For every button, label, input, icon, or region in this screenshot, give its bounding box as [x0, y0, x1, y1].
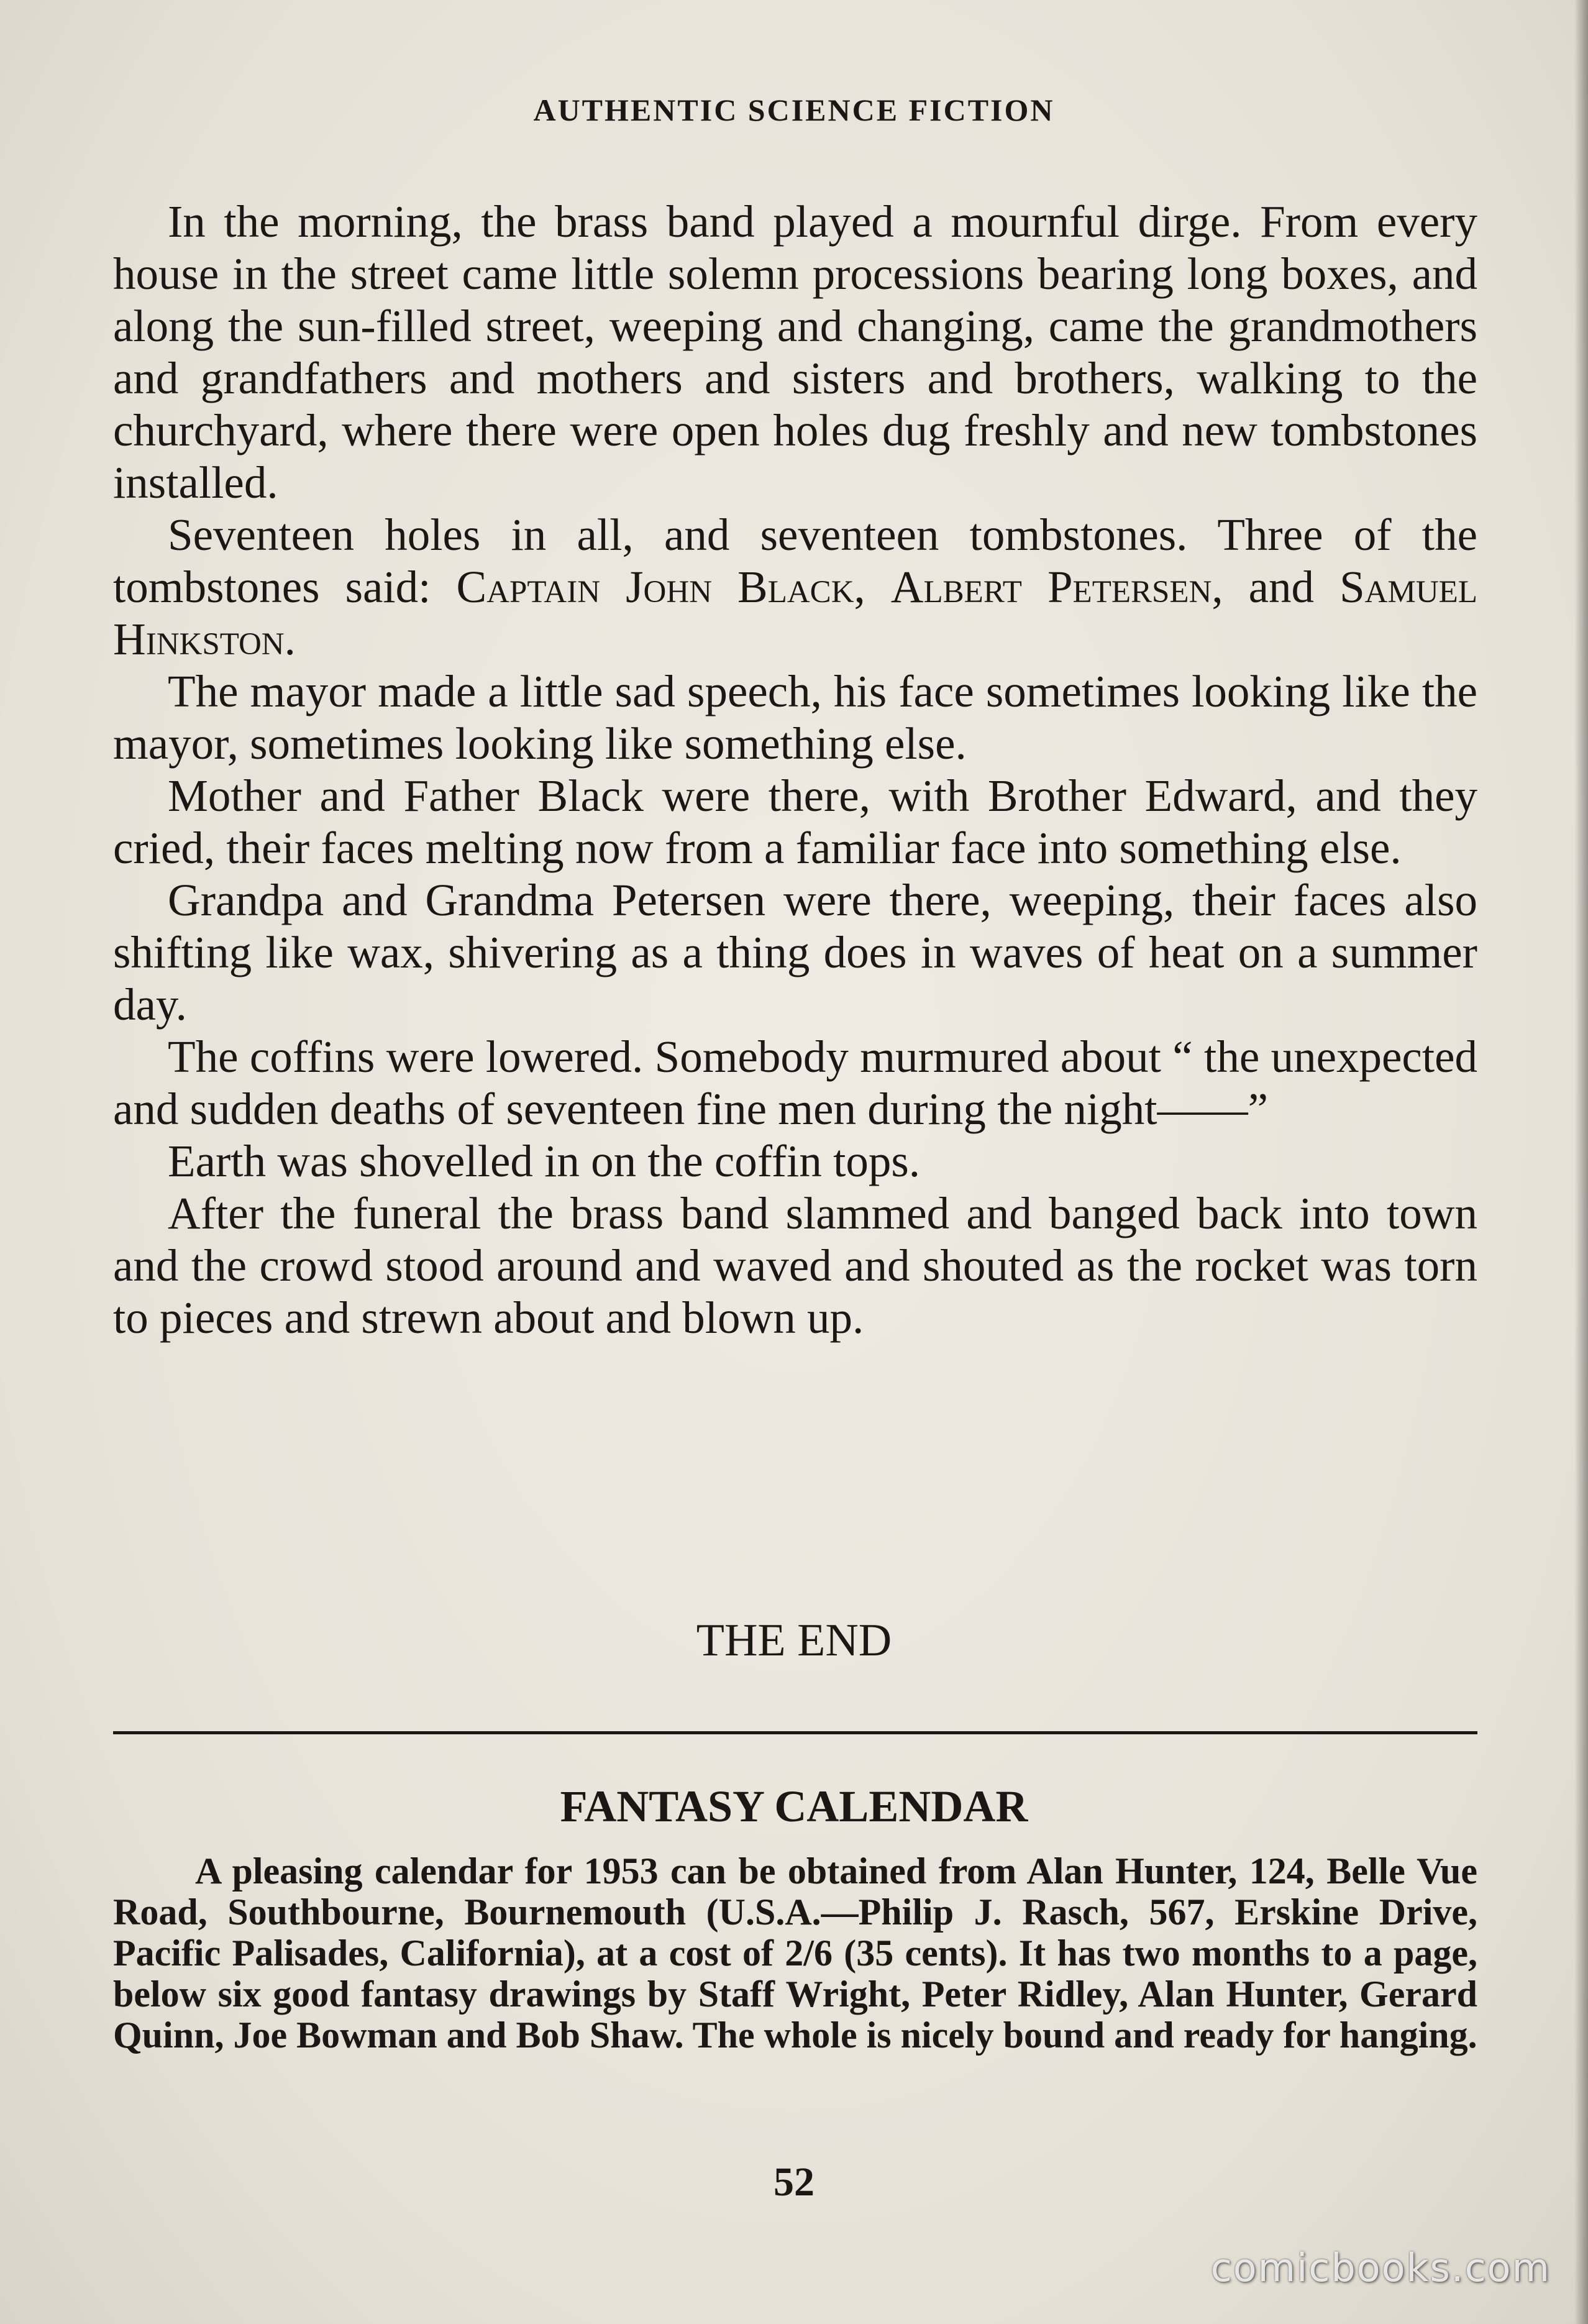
paragraph-7: Earth was shovelled in on the coffin tops. [168, 1136, 921, 1186]
the-end-heading: THE END [696, 1615, 892, 1666]
tombstone-name-hinkston: Samuel Hinkston. [113, 562, 1477, 664]
page-number: 52 [773, 2159, 815, 2205]
section-divider [113, 1731, 1477, 1734]
paragraph-3: The mayor made a little sad speech, his face sometimes looking like the mayor, sometimes looking like something else. [113, 666, 1477, 769]
paragraph-5: Grandpa and Grandma Petersen were there, weeping, their faces also shifting like wax, shivering as a thing does in waves of heat on a summer day. [113, 875, 1477, 1030]
paragraph-2-text: Seventeen holes in all, and seventeen tombstones. Three of the tombstones said: [113, 510, 1477, 612]
paragraph-4: Mother and Father Black were there, with Brother Edward, and they cried, their faces melting now from a familiar face into something else. [113, 771, 1477, 873]
paragraph-8: After the funeral the brass band slammed and banged back into town and the crowd stood around and waved and shouted as the rocket was torn to pieces and strewn about and blown up. [113, 1188, 1477, 1343]
story-text [113, 196, 1477, 1344]
fantasy-calendar-body: A pleasing calendar for 1953 can be obtained from Alan Hunter, 124, Belle Vue Road, Southbourne, Bournemouth (U.S.A.—Philip J. Rasch, 567, Erskine Drive, Pacific Palisades, California), at a cost of 2/6 (35 cents). It has two months to a page, below six good fantasy drawings by Staff Wright, Peter Ridley, Alan Hunter, Gerard Quinn, Joe Bowman and Bob Shaw. The whole is nicely bound and ready for hanging. [113, 1851, 1477, 2056]
tombstone-name-black: Captain John Black, [456, 562, 865, 612]
running-head: AUTHENTIC SCIENCE FICTION [533, 93, 1055, 127]
watermark: comicbooks.com [1210, 2245, 1551, 2290]
fantasy-calendar-title: FANTASY CALENDAR [560, 1782, 1028, 1831]
paragraph-6: The coffins were lowered. Somebody murmured about “ the unexpected and sudden deaths of seventeen fine men during the night——” [113, 1032, 1477, 1134]
page-edge-shadow [1574, 0, 1588, 2324]
paragraph-2 [113, 509, 1477, 666]
paragraph-2-and: and [1223, 562, 1340, 612]
tombstone-name-petersen: Albert Petersen, [890, 562, 1223, 612]
paragraph-1: In the morning, the brass band played a mournful dirge. From every house in the street came little solemn processions bearing long boxes, and along the sun-filled street, weeping and changing, came the grandmothers and grandfathers and mothers and sisters and brothers, walking to the churchyard, where there were open holes dug freshly and new tombstones installed. [113, 196, 1477, 508]
